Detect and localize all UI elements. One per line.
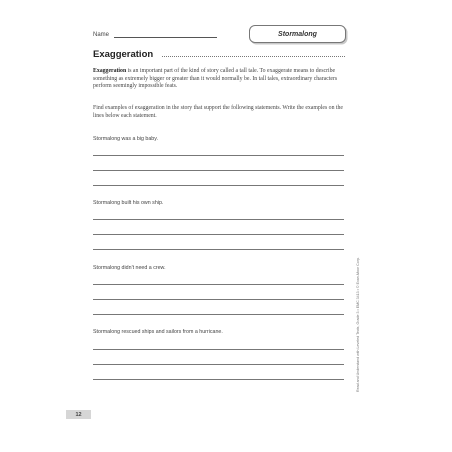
- answer-line[interactable]: [93, 364, 344, 365]
- answer-line[interactable]: [93, 284, 344, 285]
- story-title: Stormalong: [278, 30, 317, 38]
- name-write-line[interactable]: [114, 37, 217, 38]
- story-title-tab: [249, 25, 346, 43]
- intro-paragraph: [93, 68, 353, 91]
- answer-line[interactable]: [93, 379, 344, 380]
- intro-term: Exaggeration: [93, 68, 127, 74]
- copyright-notice: Read and Understand with Leveled Texts, Grade 3 • EMC 3413 • © Evan-Moor Corp.: [356, 257, 360, 392]
- answer-line[interactable]: [93, 185, 344, 186]
- statement-4: Stormalong rescued ships and sailors from a hurricane.: [93, 329, 223, 335]
- page-number-badge: [66, 410, 91, 419]
- statement-2: Stormalong built his own ship.: [93, 200, 164, 206]
- intro-text: is an important part of the kind of story called a tall tale. To exaggerate means to describe something as extremely bigger or greater than it would normally be. In tall tales, extraordinary characters perform seemingly impossible feats.: [93, 68, 338, 90]
- statement-1: Stormalong was a big baby.: [93, 136, 158, 142]
- section-heading: Exaggeration: [93, 49, 154, 60]
- answer-line[interactable]: [93, 170, 344, 171]
- answer-line[interactable]: [93, 234, 344, 235]
- answer-line[interactable]: [93, 249, 344, 250]
- heading-dotted-rule: [162, 56, 345, 57]
- answer-line[interactable]: [93, 299, 344, 300]
- name-label: Name: [93, 32, 110, 38]
- statement-3: Stormalong didn't need a crew.: [93, 265, 166, 271]
- answer-line[interactable]: [93, 314, 344, 315]
- page-number: 12: [75, 411, 82, 418]
- answer-line[interactable]: [93, 349, 344, 350]
- answer-line[interactable]: [93, 219, 344, 220]
- answer-line[interactable]: [93, 155, 344, 156]
- instructions-paragraph: Find examples of exaggeration in the story that support the following statements. Write the examples on the lines below each statement.: [93, 105, 343, 119]
